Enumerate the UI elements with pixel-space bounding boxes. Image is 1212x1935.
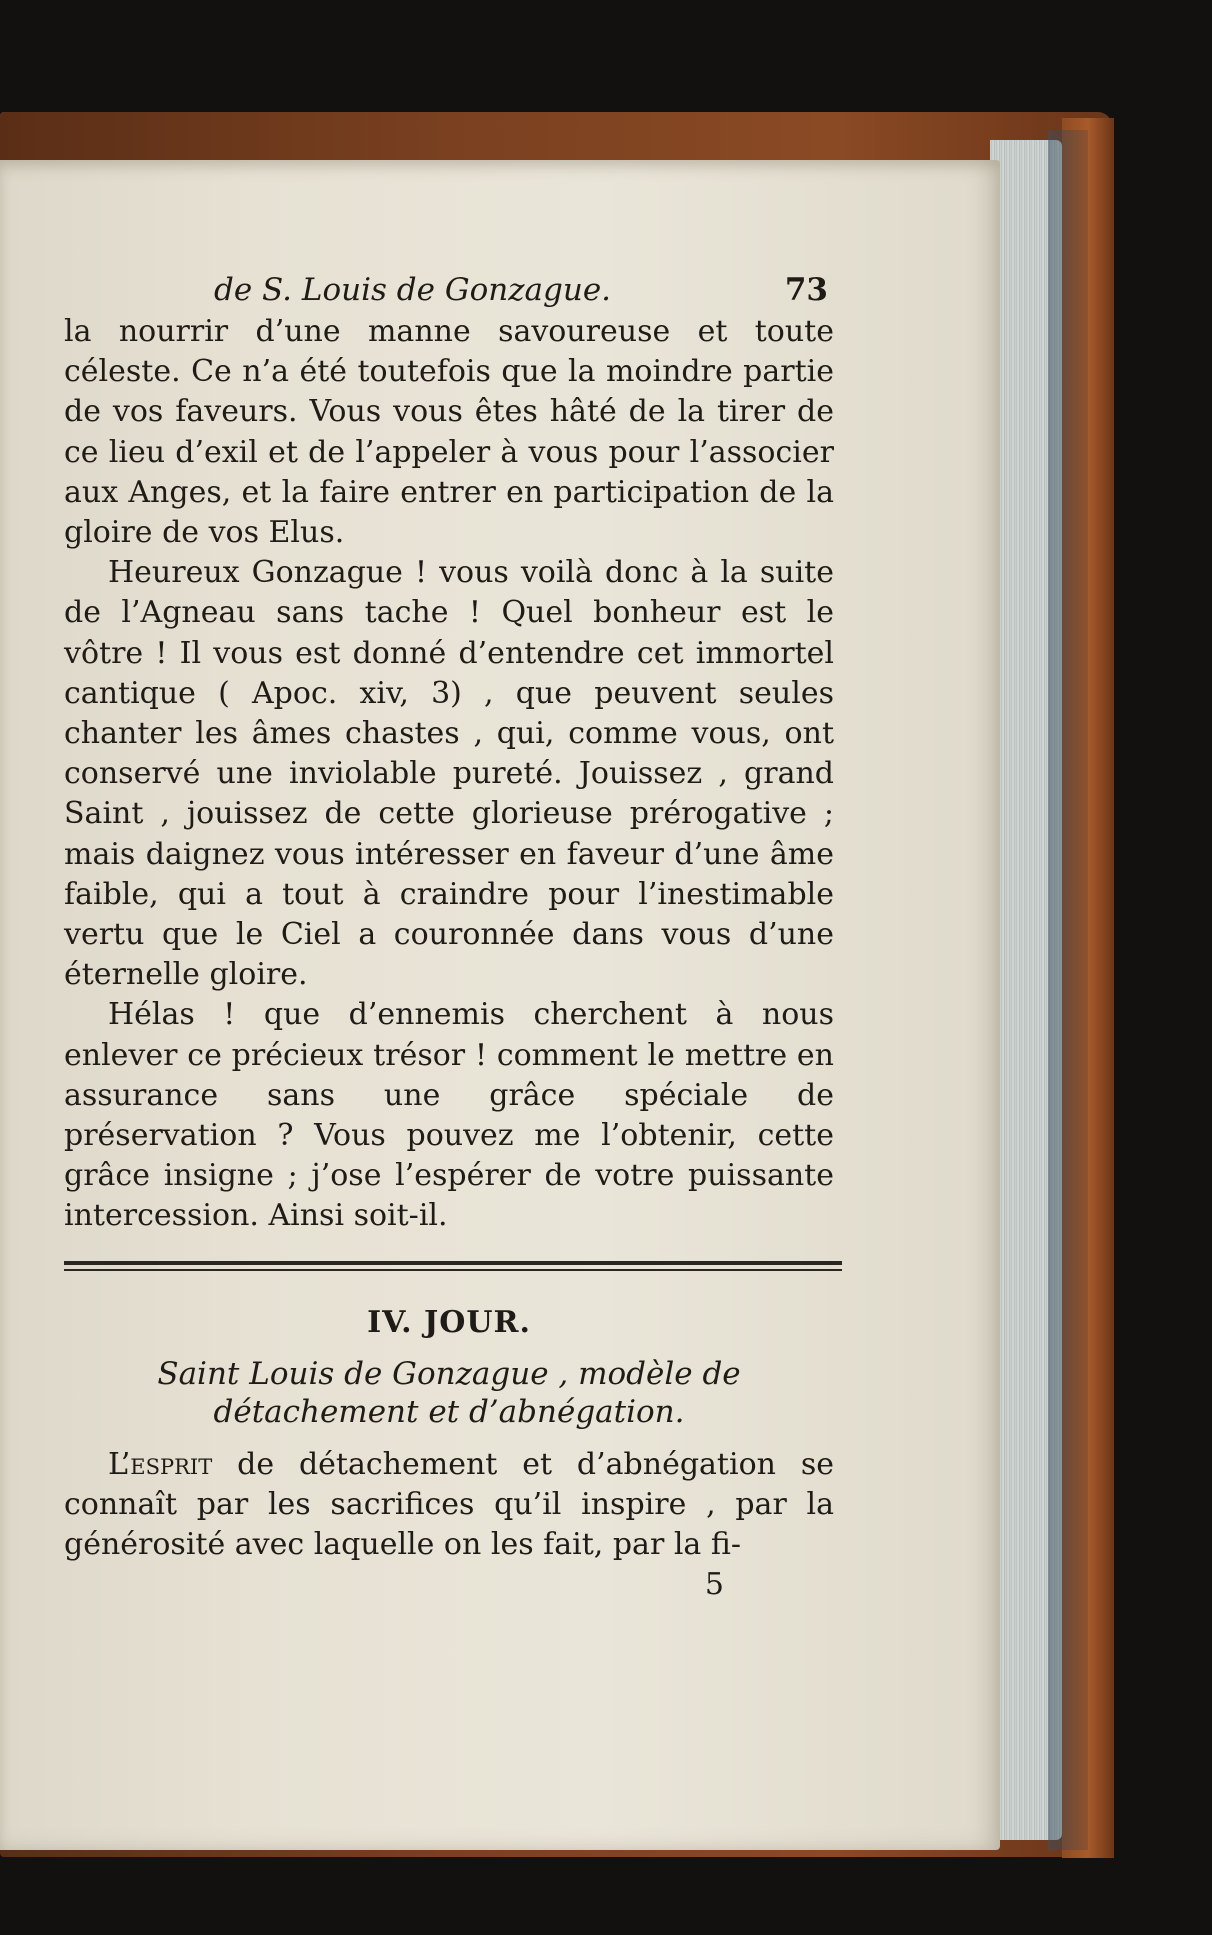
- paragraph-4: [64, 1445, 834, 1566]
- running-head-title: de S. Louis de Gonzague.: [214, 272, 612, 308]
- divider-thin-rule: [64, 1269, 842, 1271]
- paragraph-2: Heureux Gonzague ! vous voilà donc à la suite de l’Agneau sans tache ! Quel bonheur est le vôtre ! Il vous est donné d’entendre cet immortel cantique ( Apoc. xiv, 3) , que peuvent seules chanter les âmes chastes , qui, comme vous, ont conservé une inviolable pureté. Jouissez , grand Saint , jouissez de cette glorieuse prérogative ; mais daignez vous intéresser en faveur d’une âme faible, qui a tout à craindre pour l’inestimable vertu que le Ciel a couronnée dans vous d’une éternelle gloire.: [64, 555, 834, 993]
- signature-mark: 5: [704, 1567, 724, 1603]
- page-number: 73: [784, 272, 828, 308]
- section-heading: IV. JOUR.: [367, 1304, 531, 1340]
- divider-thick-rule: [64, 1261, 842, 1265]
- section-divider: [64, 1249, 834, 1285]
- paragraph-4-lead: L’esprit: [108, 1446, 213, 1482]
- marbled-edge-shadow: [1048, 130, 1088, 1850]
- page-text-block: [64, 270, 834, 1605]
- paragraph-1: la nourrir d’une manne savoureuse et toute céleste. Ce n’a été toutefois que la moindre partie de vos faveurs. Vous vous êtes hâté de la tirer de ce lieu d’exil et de l’appeler à vous pour l’associer aux Anges, et la faire entrer en participation de la gloire de vos Elus.: [64, 314, 834, 551]
- paragraph-3: Hélas ! que d’ennemis cherchent à nous enlever ce précieux trésor ! comment le mettre en assurance sans une grâce spéciale de préservation ? Vous pouvez me l’obtenir, cette grâce insigne ; j’ose l’espérer de votre puissante intercession. Ainsi soit-il.: [64, 997, 834, 1234]
- section-subtitle: Saint Louis de Gonzague , modèle de détachement et d’abnégation.: [157, 1355, 741, 1430]
- running-head: [64, 270, 834, 310]
- paragraph-4-body: de détachement et d’abnégation se connaît par les sacrifices qu’il inspire , par la générosité avec laquelle on les fait, par la fi-: [64, 1446, 834, 1563]
